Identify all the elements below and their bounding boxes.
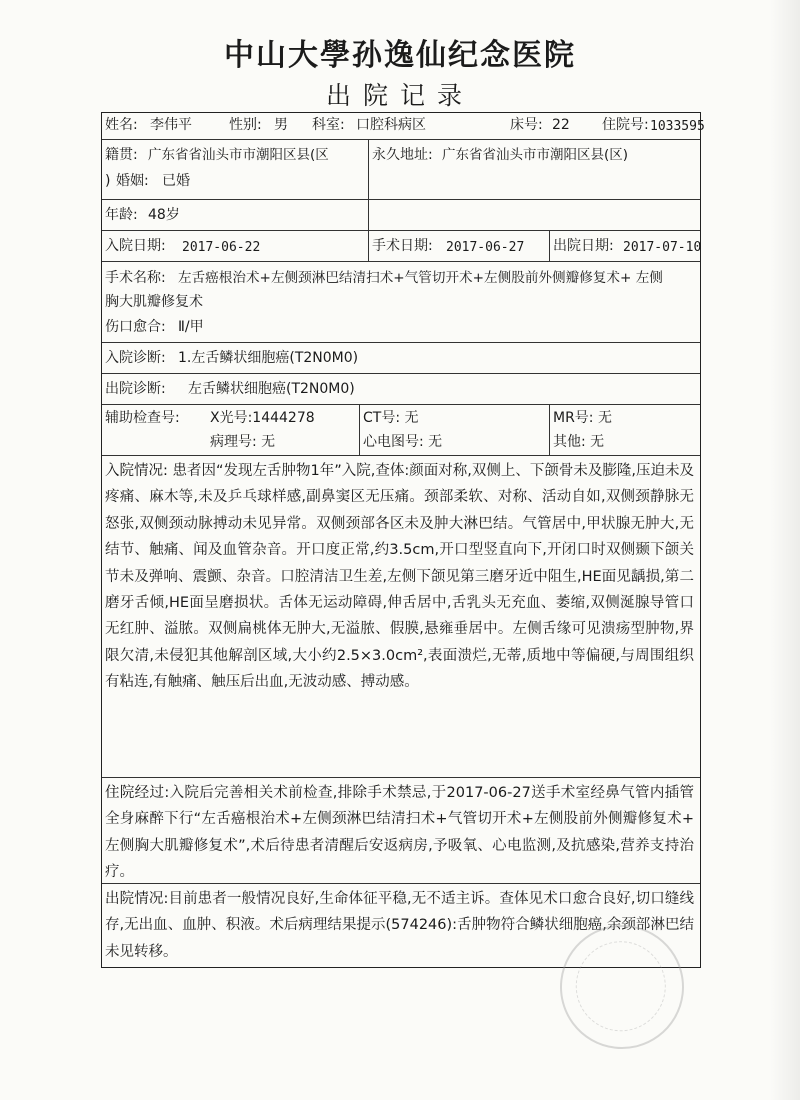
admission-status (105, 458, 694, 696)
sex-label: 性别: (229, 117, 262, 133)
admit-diagnosis: 1.左舌鳞状细胞癌(T2N0M0) (178, 350, 359, 366)
hospital-course-text: 入院后完善相关术前检查,排除手术禁忌,于2017-06-27送手术室经鼻气管内插管全身麻醉下行“左舌癌根治术+左侧颈淋巴结清扫术+气管切开术+左侧股前外侧瓣修复术+ 左侧胸大肌瓣修复术”,术后待患者清醒后安返病房,予吸氧、心电监测,及抗感染,营养支持治疗。 (105, 785, 694, 881)
hospital-name: 中山大學孙逸仙纪念医院 (224, 38, 576, 73)
discharge-diagnosis: 左舌鳞状细胞癌(T2N0M0) (188, 381, 355, 397)
discharge-status-label: 出院情况: (105, 891, 169, 907)
divider (368, 140, 369, 199)
patient-row (102, 113, 705, 139)
admission-number: 1033595 (650, 119, 705, 134)
native-address-row (102, 139, 700, 199)
scan-edge-shadow (770, 0, 800, 1100)
address-label: 永久地址: (372, 147, 433, 163)
hospital-course (105, 780, 694, 886)
native-label: 籍贯: (105, 147, 138, 163)
surgery-row (102, 261, 700, 342)
dept-label: 科室: (312, 117, 345, 133)
admission-status-text: 患者因“发现左舌肿物1年”入院,查体:颜面对称,双侧上、下颌骨未及膨隆,压迫未及疼痛、麻木等,未及乒乓球样感,副鼻窦区无压痛。颈部柔软、对称、活动自如,双侧颈静脉无怒张,双侧颈动脉搏动未见异常。双侧颈部各区未及肿大淋巴结。气管居中,甲状腺无肿大,无结节、触痛、闻及血管杂音。开口度正常,约3.5cm,开口型竖直向下,开闭口时双侧颞下颌关节未及弹响、震颤、杂音。口腔清洁卫生差,左侧下颌见第三磨牙近中阻生,HE面见龋损,第二磨牙舌倾,HE面呈磨损状。舌体无运动障碍,伸舌居中,舌乳头无充血、萎缩,双侧涎腺导管口无红肿、溢脓。双侧扁桃体无肿大,无溢脓、假膜,悬雍垂居中。左侧舌缘可见溃疡型肿物,界限欠清,未侵犯其他解剖区域,大小约2.5×3.0cm²,表面溃烂,无蒂,质地中等偏硬,与周围组织有粘连,有触痛、触压后出血,无波动感、搏动感。 (105, 463, 694, 691)
age-label: 年龄: (105, 207, 138, 223)
mr-number: MR号: 无 (553, 410, 612, 426)
discharge-diagnosis-row (102, 373, 700, 404)
ecg-number: 心电图号: 无 (363, 434, 443, 450)
aux-exam-label: 辅助检查号: (105, 410, 180, 426)
surgery-date: 2017-06-27 (446, 240, 525, 255)
other-number: 其他: 无 (553, 434, 605, 450)
admission-status-label: 入院情况: (105, 463, 168, 479)
department: 口腔科病区 (356, 117, 426, 133)
hospital-course-row (102, 777, 700, 883)
divider (549, 231, 550, 261)
divider (359, 405, 360, 455)
marital-status: 已婚 (162, 173, 190, 189)
admit-date: 2017-06-22 (182, 240, 261, 255)
patient-name: 李伟平 (150, 117, 192, 133)
permanent-address: 广东省省汕头市市潮阳区县(区) (442, 147, 629, 163)
discharge-record-form (101, 112, 705, 968)
discharge-diagnosis-label: 出院诊断: (105, 381, 166, 397)
admission-status-row (102, 455, 700, 777)
admission-no-label: 住院号: (602, 117, 649, 133)
divider (368, 200, 369, 230)
surgery-name-cont: 胸大肌瓣修复术 (105, 294, 203, 310)
dates-row (102, 230, 700, 261)
admit-date-label: 入院日期: (105, 238, 166, 254)
admit-diagnosis-row (102, 342, 700, 373)
surgery-date-label: 手术日期: (372, 238, 433, 254)
seal-inner-ring (566, 931, 676, 1041)
marital-label: 婚姻: (116, 173, 149, 189)
native-place: 广东省省汕头市市潮阳区县(区 (148, 147, 329, 163)
wound-healing: Ⅱ/甲 (178, 319, 204, 335)
surgery-name-label: 手术名称: (105, 270, 166, 286)
document-title: 出院记录 (325, 81, 474, 110)
age-row (102, 199, 700, 230)
surgery-name: 左舌癌根治术+左侧颈淋巴结清扫术+气管切开术+左侧股前外侧瓣修复术+ 左侧 (178, 270, 663, 286)
patient-sex: 男 (274, 117, 288, 133)
xray-number: X光号:1444278 (210, 410, 315, 426)
hospital-course-label: 住院经过: (105, 785, 170, 801)
discharge-status-text: 目前患者一般情况良好,生命体征平稳,无不适主诉。查体见术口愈合良好,切口缝线存,无出血、血肿、积液。术后病理结果提示(574246):舌肿物符合鳞状细胞癌,余颈部淋巴结未见转移。 (105, 891, 694, 960)
discharge-date: 2017-07-10 (623, 240, 702, 255)
wound-label: 伤口愈合: (105, 319, 166, 335)
pathology-number: 病理号: 无 (210, 434, 276, 450)
ct-number: CT号: 无 (363, 410, 419, 426)
admit-diagnosis-label: 入院诊断: (105, 350, 166, 366)
exams-row (102, 404, 700, 455)
native-place-cont: ) (105, 173, 111, 189)
name-label: 姓名: (105, 117, 138, 133)
patient-age: 48岁 (148, 207, 180, 223)
divider (368, 231, 369, 261)
bed-label: 床号: (510, 117, 543, 133)
divider (549, 405, 550, 455)
bed-number: 22 (552, 117, 570, 133)
discharge-date-label: 出院日期: (553, 238, 614, 254)
